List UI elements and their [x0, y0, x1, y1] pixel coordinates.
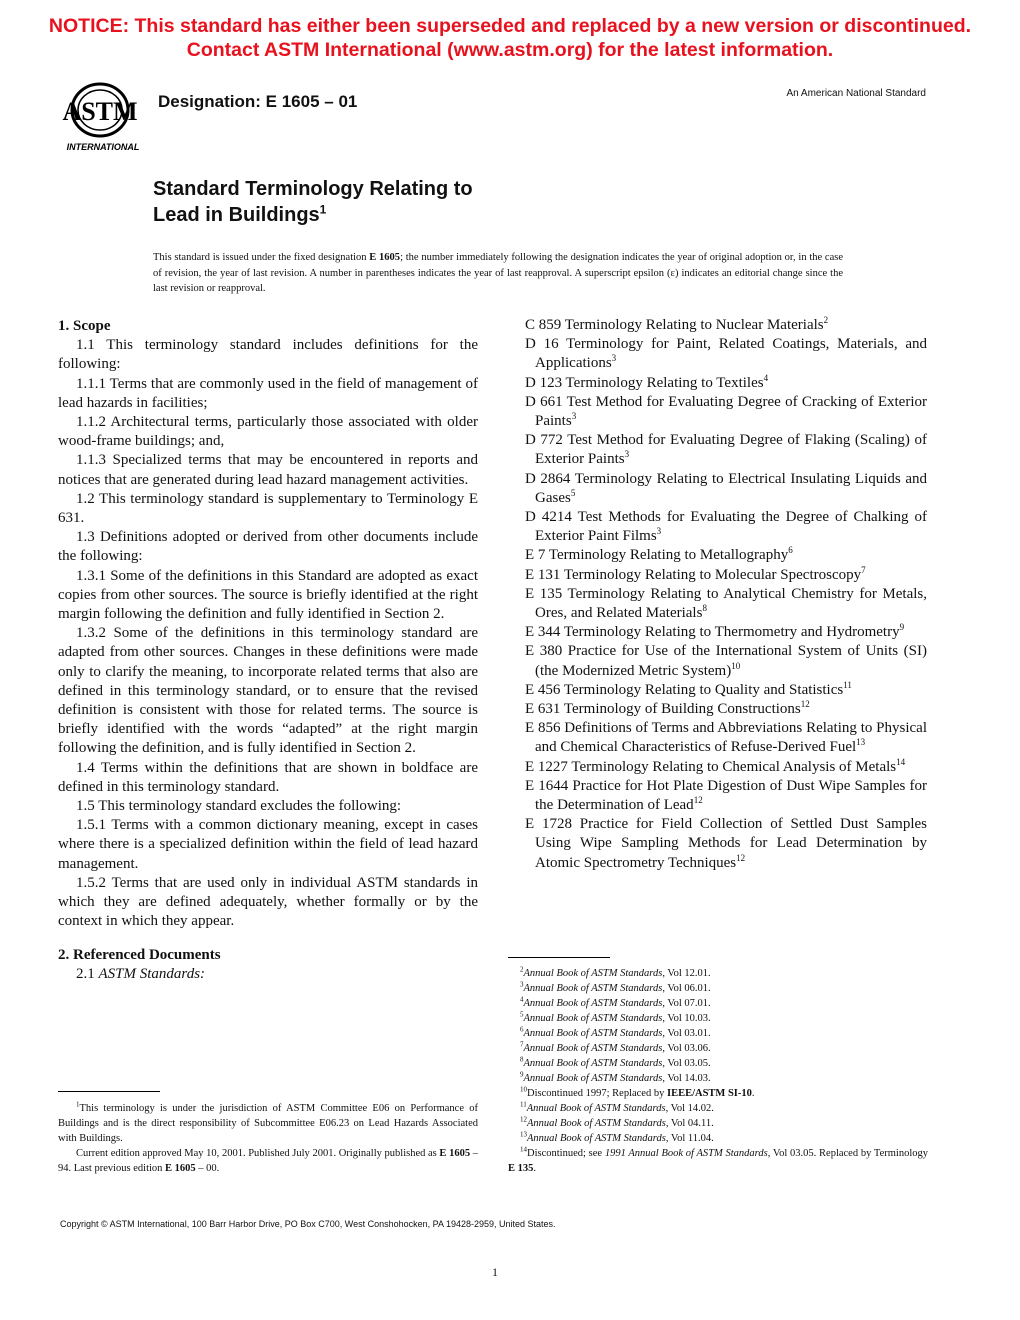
designation: Designation: E 1605 – 01	[158, 92, 358, 111]
para-1-3: 1.3 Definitions adopted or derived from other documents include the following:	[58, 529, 478, 565]
footnote-14-mark: 14	[520, 1145, 527, 1154]
footnote-rule-right	[508, 957, 610, 958]
issued-note-part1: This standard is issued under the fixed designation	[153, 252, 370, 263]
logo-subtext: INTERNATIONAL	[66, 142, 140, 152]
copyright: Copyright © ASTM International, 100 Barr Harbor Drive, PO Box C700, West Conshohocken, PA 19428-2959, United States.	[60, 1219, 556, 1229]
footnotes-right	[508, 966, 928, 1176]
reference-footnote-mark: 11	[843, 679, 852, 690]
para-1-3-2: 1.3.2 Some of the definitions in this terminology standard are adapted from other sources. Changes in these definitions were made only to clarify the meaning, to incorporate related terms that also are defined in this terminology standard, or to ensure that the revised definition is consistent with those for related terms. The source is briefly identified with the words “adapted” at the right margin following the definition, and is fully identified in Section 2.	[58, 625, 478, 757]
footnote-1-approval-mid: – 94. Last previous edition	[58, 1148, 478, 1174]
reference-text: D 772 Test Method for Evaluating Degree of Flaking (Scaling) of Exterior Paints	[525, 432, 927, 468]
reference-item	[525, 546, 927, 565]
footnote-8-mark: 8	[520, 1055, 524, 1064]
supersession-notice	[0, 14, 1020, 62]
reference-text: E 1644 Practice for Hot Plate Digestion of Dust Wipe Samples for the Determination of Lead	[525, 777, 927, 814]
footnote-1-designation-b: E 1605	[165, 1163, 196, 1174]
para-2-1	[58, 965, 478, 984]
reference-text: E 1728 Practice for Field Collection of Settled Dust Samples Using Wipe Sampling Methods for Lead Determination by Atomic Spectrometry Techniques	[525, 816, 927, 871]
para-2-1-number: 2.1	[76, 965, 99, 982]
footnote-12-book: Annual Book of ASTM Standards	[527, 1118, 666, 1129]
reference-item	[525, 470, 927, 508]
footnote-12	[508, 1116, 928, 1131]
notice-line-2: Contact ASTM International (www.astm.org) for the latest information.	[186, 39, 834, 61]
reference-item	[525, 777, 927, 815]
para-1-2: 1.2 This terminology standard is supplementary to Terminology E 631.	[58, 490, 478, 527]
footnote-8-vol: , Vol 03.05.	[662, 1058, 711, 1069]
reference-footnote-mark: 3	[656, 526, 662, 537]
footnote-3-book: Annual Book of ASTM Standards	[523, 983, 663, 994]
reference-text: E 380 Practice for Use of the International System of Units (SI) (the Modernized Metric System)	[525, 643, 927, 679]
footnote-9-book: Annual Book of ASTM Standards	[523, 1073, 663, 1084]
footnote-14	[508, 1146, 928, 1176]
footnote-4-mark: 4	[520, 995, 524, 1004]
reference-footnote-mark: 3	[571, 411, 577, 422]
reference-footnote-mark: 3	[624, 449, 630, 460]
footnote-14-book: 1991 Annual Book of ASTM Standards	[604, 1148, 768, 1159]
footnote-3-vol: , Vol 06.01.	[662, 983, 711, 994]
footnote-10-replacement: IEEE/ASTM SI-10	[666, 1088, 752, 1099]
reference-footnote-mark: 12	[693, 795, 703, 806]
footnote-10	[508, 1086, 928, 1101]
footnote-7-mark: 7	[520, 1040, 524, 1049]
para-1-5-2: 1.5.2 Terms that are used only in individual ASTM standards in which they are defined adequately, whether formally or by the context in which they appear.	[58, 874, 478, 930]
para-1-1-3: 1.1.3 Specialized terms that may be encountered in reports and notices that are generated during lead hazard management activities.	[58, 452, 478, 488]
reference-footnote-mark: 3	[611, 353, 617, 364]
footnote-7-book: Annual Book of ASTM Standards	[523, 1043, 663, 1054]
title-footnote-mark: 1	[319, 202, 327, 217]
astm-logo	[60, 80, 146, 154]
reference-text: E 456 Terminology Relating to Quality and Statistics	[525, 681, 844, 698]
footnote-9	[508, 1071, 928, 1086]
reference-text: D 4214 Test Methods for Evaluating the Degree of Chalking of Exterior Paint Films	[525, 509, 927, 545]
reference-footnote-mark: 13	[856, 737, 866, 748]
footnote-1-para-1	[58, 1101, 478, 1146]
referenced-documents-heading: 2. Referenced Documents	[58, 946, 221, 963]
footnote-9-vol: , Vol 14.03.	[662, 1073, 711, 1084]
reference-text: C 859 Terminology Relating to Nuclear Materials	[525, 317, 824, 333]
footnote-9-mark: 9	[520, 1070, 524, 1079]
reference-item	[525, 508, 927, 546]
reference-footnote-mark: 14	[896, 756, 906, 767]
reference-item	[525, 431, 927, 469]
footnote-11-mark: 11	[520, 1100, 527, 1109]
reference-item	[525, 335, 927, 373]
footnote-6-book: Annual Book of ASTM Standards	[523, 1028, 663, 1039]
footnote-4-vol: , Vol 07.01.	[662, 998, 711, 1009]
footnote-2	[508, 966, 928, 981]
para-1-4: 1.4 Terms within the definitions that are shown in boldface are defined in this terminology standard.	[58, 759, 478, 795]
para-1-3-1: 1.3.1 Some of the definitions in this Standard are adopted as exact copies from other sources. The source is briefly identified at the right margin following the definition and fully identified in Section 2.	[58, 567, 478, 623]
reference-text: D 661 Test Method for Evaluating Degree of Cracking of Exterior Paints	[525, 393, 927, 430]
footnote-3	[508, 981, 928, 996]
reference-footnote-mark: 4	[763, 372, 769, 383]
reference-text: E 131 Terminology Relating to Molecular Spectroscopy	[525, 566, 862, 583]
reference-footnote-mark: 12	[800, 699, 810, 710]
para-1-1-1: 1.1.1 Terms that are commonly used in the field of management of lead hazards in facilities;	[58, 375, 478, 411]
footnote-1-mark: 1	[76, 1100, 80, 1109]
footnote-5-vol: , Vol 10.03.	[662, 1013, 711, 1024]
reference-text: E 631 Terminology of Building Constructions	[525, 701, 801, 718]
reference-item	[525, 815, 927, 873]
reference-text: D 123 Terminology Relating to Textiles	[525, 374, 764, 391]
reference-list	[525, 316, 927, 873]
footnote-5-book: Annual Book of ASTM Standards	[523, 1013, 663, 1024]
footnote-rule-left	[58, 1091, 160, 1092]
footnote-2-vol: , Vol 12.01.	[662, 968, 711, 979]
footnote-13	[508, 1131, 928, 1146]
para-1-5: 1.5 This terminology standard excludes the following:	[76, 798, 402, 815]
reference-footnote-mark: 2	[823, 315, 829, 325]
para-1-5-1: 1.5.1 Terms with a common dictionary meaning, except in cases where there is a specialized definition within the field of lead hazard management.	[58, 817, 478, 872]
footnote-13-book: Annual Book of ASTM Standards	[527, 1133, 666, 1144]
footnote-2-book: Annual Book of ASTM Standards	[523, 968, 663, 979]
reference-item	[525, 623, 927, 642]
reference-item	[525, 719, 927, 757]
footnote-1	[58, 1101, 478, 1176]
astm-logo-graphic	[60, 80, 146, 154]
para-2-1-label: ASTM Standards:	[98, 965, 206, 982]
footnote-1-para-2	[58, 1146, 478, 1176]
reference-footnote-mark: 5	[570, 487, 576, 498]
footnote-10-text: Discontinued 1997; Replaced by	[527, 1088, 667, 1099]
footnote-14-text: Discontinued; see	[527, 1148, 605, 1159]
footnote-8-book: Annual Book of ASTM Standards	[523, 1058, 663, 1069]
reference-text: E 856 Definitions of Terms and Abbreviations Relating to Physical and Chemical Characteristics of Refuse-Derived Fuel	[525, 720, 927, 756]
footnote-7-vol: , Vol 03.06.	[662, 1043, 711, 1054]
reference-footnote-mark: 9	[899, 622, 905, 633]
footnote-14-end: .	[533, 1163, 537, 1174]
footnote-6-vol: , Vol 03.01.	[662, 1028, 711, 1039]
footnote-1-text: This terminology is under the jurisdiction of ASTM Committee E06 on Performance of Buildings and is the direct responsibility of Subcommittee E06.23 on Lead Hazards Associated with Buildings.	[58, 1103, 478, 1144]
reference-text: E 344 Terminology Relating to Thermometry and Hydrometry	[525, 624, 900, 641]
reference-item	[525, 758, 927, 777]
footnote-13-vol: , Vol 11.04.	[665, 1133, 714, 1144]
footnote-1-approval: Current edition approved May 10, 2001. Published July 2001. Originally published as	[76, 1148, 440, 1159]
reference-text: D 16 Terminology for Paint, Related Coatings, Materials, and Applications	[525, 336, 927, 372]
footnote-6	[508, 1026, 928, 1041]
right-column	[525, 316, 927, 873]
footnote-11	[508, 1101, 928, 1116]
reference-footnote-mark: 6	[788, 545, 793, 556]
reference-item	[525, 566, 927, 585]
issued-note	[153, 250, 843, 297]
footnote-10-end: .	[751, 1088, 755, 1099]
reference-item	[525, 374, 927, 393]
reference-footnote-mark: 8	[702, 603, 707, 614]
left-column	[58, 317, 478, 984]
american-national-standard: An American National Standard	[786, 88, 926, 99]
scope-heading: 1. Scope	[58, 318, 111, 334]
para-1-1-2: 1.1.2 Architectural terms, particularly those associated with older wood-frame buildings; and,	[58, 414, 478, 450]
footnote-13-mark: 13	[520, 1130, 527, 1139]
reference-footnote-mark: 12	[736, 852, 746, 863]
reference-text: D 2864 Terminology Relating to Electrical Insulating Liquids and Gases	[525, 470, 927, 506]
reference-text: E 135 Terminology Relating to Analytical Chemistry for Metals, Ores, and Related Materials	[525, 585, 927, 622]
title-line-2: Lead in Buildings	[153, 204, 320, 226]
reference-item	[525, 585, 927, 623]
page-title	[153, 176, 473, 228]
issued-note-part2: ; the number immediately following the designation indicates the year of original adoption or, in the case of revision, the year of last revision. A number in parentheses indicates the year of last reapproval. A superscript epsilon (ε) indicates an editorial change since the last revision or reapproval.	[153, 252, 843, 294]
title-line-1: Standard Terminology Relating to	[153, 178, 473, 200]
logo-letters: ASTM	[62, 97, 138, 126]
reference-item	[525, 642, 927, 680]
footnote-6-mark: 6	[520, 1025, 524, 1034]
reference-item	[525, 393, 927, 431]
footnote-4	[508, 996, 928, 1011]
reference-item	[525, 316, 927, 335]
reference-text: E 1227 Terminology Relating to Chemical Analysis of Metals	[525, 758, 897, 775]
footnote-7	[508, 1041, 928, 1056]
footnote-8	[508, 1056, 928, 1071]
footnote-1-approval-end: – 00.	[195, 1163, 220, 1174]
footnote-12-vol: , Vol 04.11.	[665, 1118, 714, 1129]
footnote-10-mark: 10	[520, 1085, 527, 1094]
footnote-14-replacement: E 135	[508, 1163, 534, 1174]
notice-line-1: NOTICE: This standard has either been superseded and replaced by a new version or discontinued.	[48, 15, 972, 37]
footnote-1-designation-a: E 1605	[439, 1148, 471, 1159]
reference-text: E 7 Terminology Relating to Metallography	[525, 547, 789, 564]
reference-footnote-mark: 7	[861, 564, 866, 575]
footnote-11-vol: , Vol 14.02.	[665, 1103, 714, 1114]
reference-item	[525, 681, 927, 700]
footnote-11-book: Annual Book of ASTM Standards	[526, 1103, 666, 1114]
issued-note-designation: E 1605	[369, 252, 401, 263]
reference-item	[525, 700, 927, 719]
page-number: 1	[492, 1265, 498, 1279]
footnote-5	[508, 1011, 928, 1026]
para-1-1: 1.1 This terminology standard includes definitions for the following:	[58, 337, 478, 373]
footnote-4-book: Annual Book of ASTM Standards	[523, 998, 663, 1009]
footnote-12-mark: 12	[520, 1115, 527, 1124]
footnote-5-mark: 5	[520, 1010, 524, 1019]
footnote-3-mark: 3	[520, 980, 524, 989]
reference-footnote-mark: 10	[731, 660, 741, 671]
footnote-2-mark: 2	[520, 965, 524, 974]
footnote-14-vol: , Vol 03.05. Replaced by Terminology	[767, 1148, 928, 1159]
